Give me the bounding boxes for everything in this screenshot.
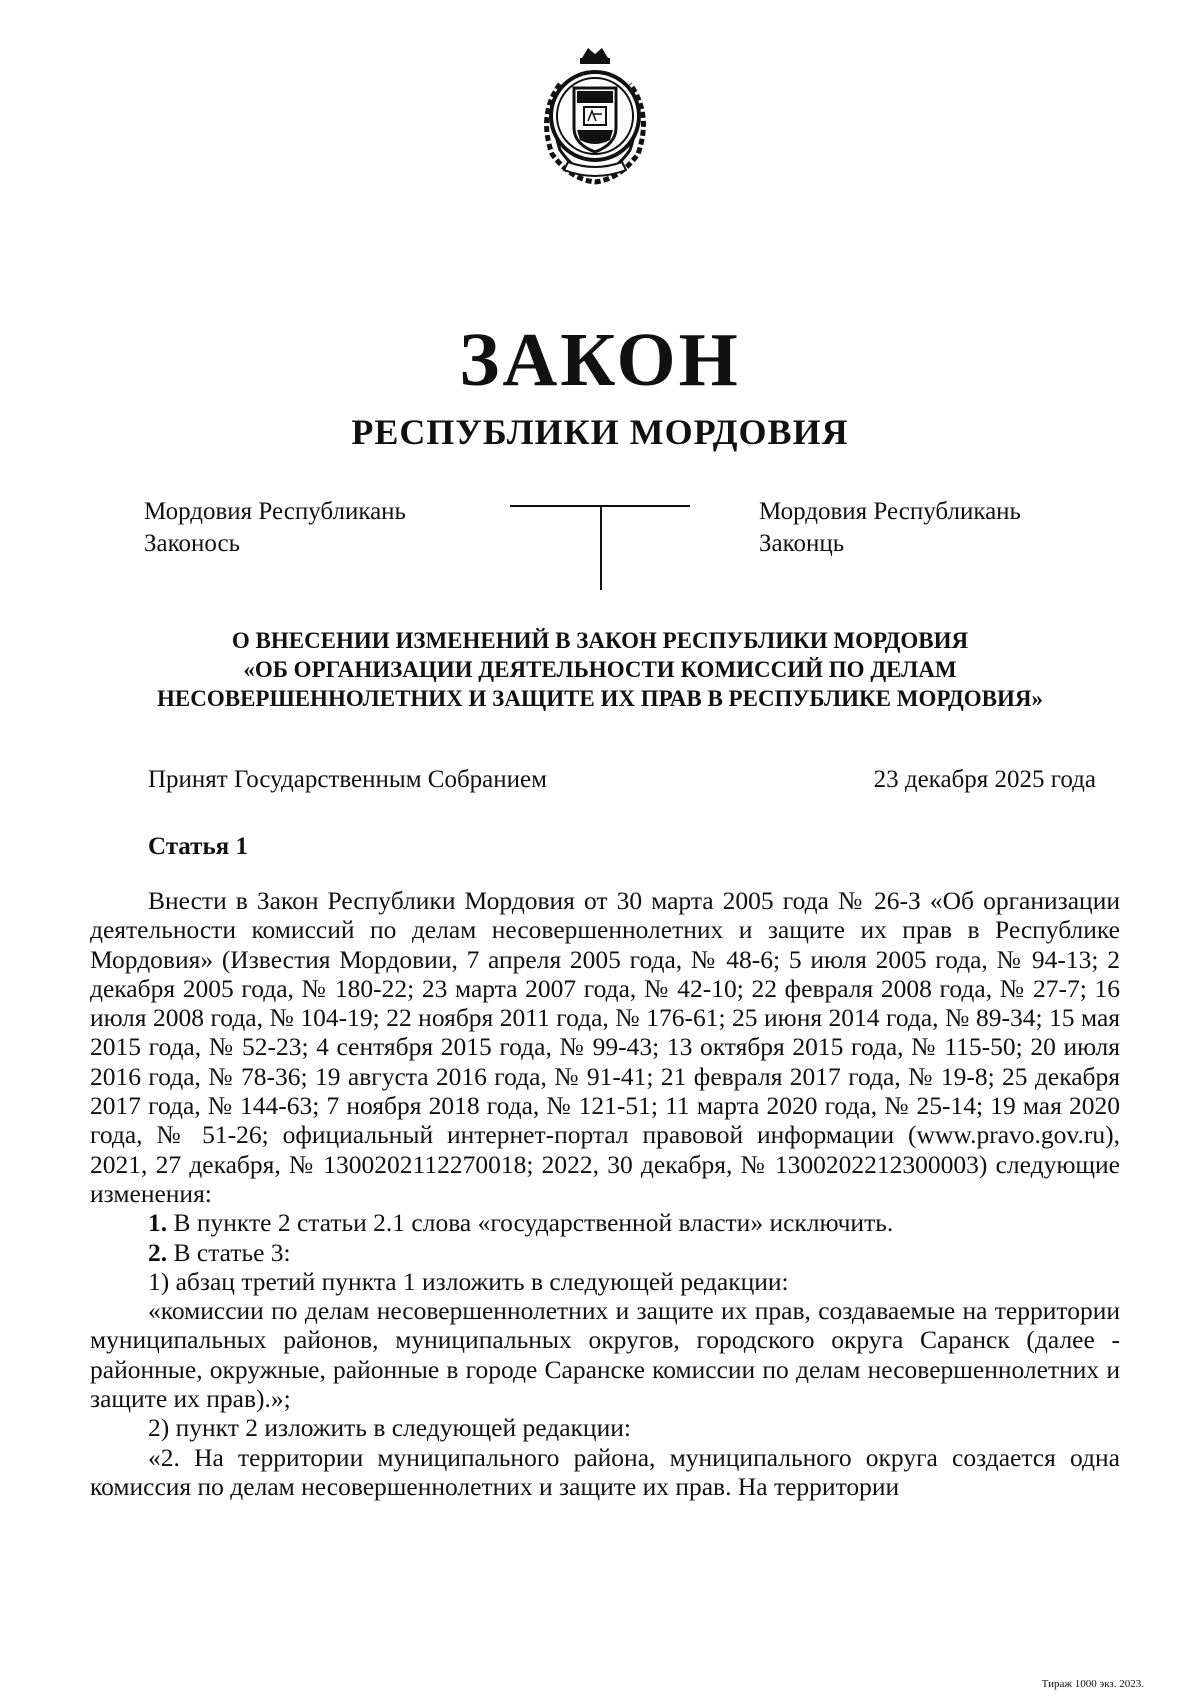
subitem-2: 2) пункт 2 изложить в следующей редакции:: [148, 1413, 631, 1443]
coat-of-arms-icon: [530, 44, 660, 186]
erzya-title: [759, 496, 1021, 560]
quoted-text-1: «комиссии по делам несовершеннолетних и защите их прав, создаваемые на территории муниципальных районов, муниципальных округов, городского округа Саранск (далее - районные, окружные, районные в городе Саранске комиссии по делам несовершеннолетних и защите их прав).»;: [90, 1296, 1120, 1414]
article-item-2: [90, 1238, 1120, 1267]
moksha-title-line: Мордовия Республикань: [144, 498, 406, 525]
article-body: [90, 886, 1120, 1501]
item-number: 1.: [148, 1208, 168, 1238]
document-title: ЗАКОН: [459, 318, 741, 402]
law-heading-line: О ВНЕСЕНИИ ИЗМЕНЕНИЙ В ЗАКОН РЕСПУБЛИКИ МОРДОВИЯ: [231, 628, 969, 653]
article-item-1: [90, 1208, 1120, 1237]
law-heading: [100, 626, 1100, 713]
article-intro: Внести в Закон Республики Мордовия от 30 марта 2005 года № 26-З «Об организации деятельности комиссий по делам несовершеннолетних и защите их прав в Республике Мордовия» (Известия Мордовии, 7 апреля 2005 года, № 48-6; 5 июля 2005 года, № 94-13; 2 декабря 2005 года, № 180-22; 23 марта 2007 года, № 42-10; 22 февраля 2008 года, № 27-7; 16 июля 2008 года, № 104-19; 22 ноября 2011 года, № 176-61; 25 июня 2014 года, № 89-34; 15 мая 2015 года, № 52-23; 4 сентября 2015 года, № 99-43; 13 октября 2015 года, № 115-50; 20 июля 2016 года, № 78-36; 19 августа 2016 года, № 91-41; 21 февраля 2017 года, № 19-8; 25 декабря 2017 года, № 144-63; 7 ноября 2018 года, № 121-51; 11 марта 2020 года, № 25-14; 19 мая 2020 года, № 51-26; официальный интернет-портал правовой информации (www.pravo.gov.ru), 2021, 27 декабря, № 1300202112270018; 2022, 30 декабря, № 1300202212300003) следующие изменения:: [90, 886, 1120, 1208]
law-heading-line: НЕСОВЕРШЕННОЛЕТНИХ И ЗАЩИТЕ ИХ ПРАВ В РЕСПУБЛИКЕ МОРДОВИЯ»: [157, 686, 1043, 711]
item-text: В пункте 2 статьи 2.1 слова «государственной власти» исключить.: [167, 1208, 894, 1238]
erzya-title-line: Законць: [759, 530, 845, 557]
document-subtitle: РЕСПУБЛИКИ МОРДОВИЯ: [351, 412, 849, 452]
erzya-title-line: Мордовия Республикань: [759, 498, 1021, 525]
adopted-date: 23 декабря 2025 года: [873, 766, 1096, 793]
adopted-by: Принят Государственным Собранием: [148, 766, 547, 793]
law-heading-line: «ОБ ОРГАНИЗАЦИИ ДЕЯТЕЛЬНОСТИ КОМИССИЙ ПО ДЕЛАМ: [243, 657, 957, 682]
moksha-title: [144, 496, 406, 560]
header-divider-stem: [600, 505, 602, 590]
subitem-1: 1) абзац третий пункта 1 изложить в следующей редакции:: [148, 1266, 789, 1296]
print-run-note: Тираж 1000 экз. 2023.: [1041, 1678, 1144, 1690]
article-title: Статья 1: [148, 833, 248, 860]
item-number: 2.: [148, 1237, 168, 1267]
quoted-text-2: «2. На территории муниципального района, муниципального округа создается одна комиссия по делам несовершеннолетних и защите их прав. На территории: [90, 1442, 1120, 1501]
item-text: В статье 3:: [167, 1237, 291, 1267]
moksha-title-line: Законось: [144, 530, 240, 557]
